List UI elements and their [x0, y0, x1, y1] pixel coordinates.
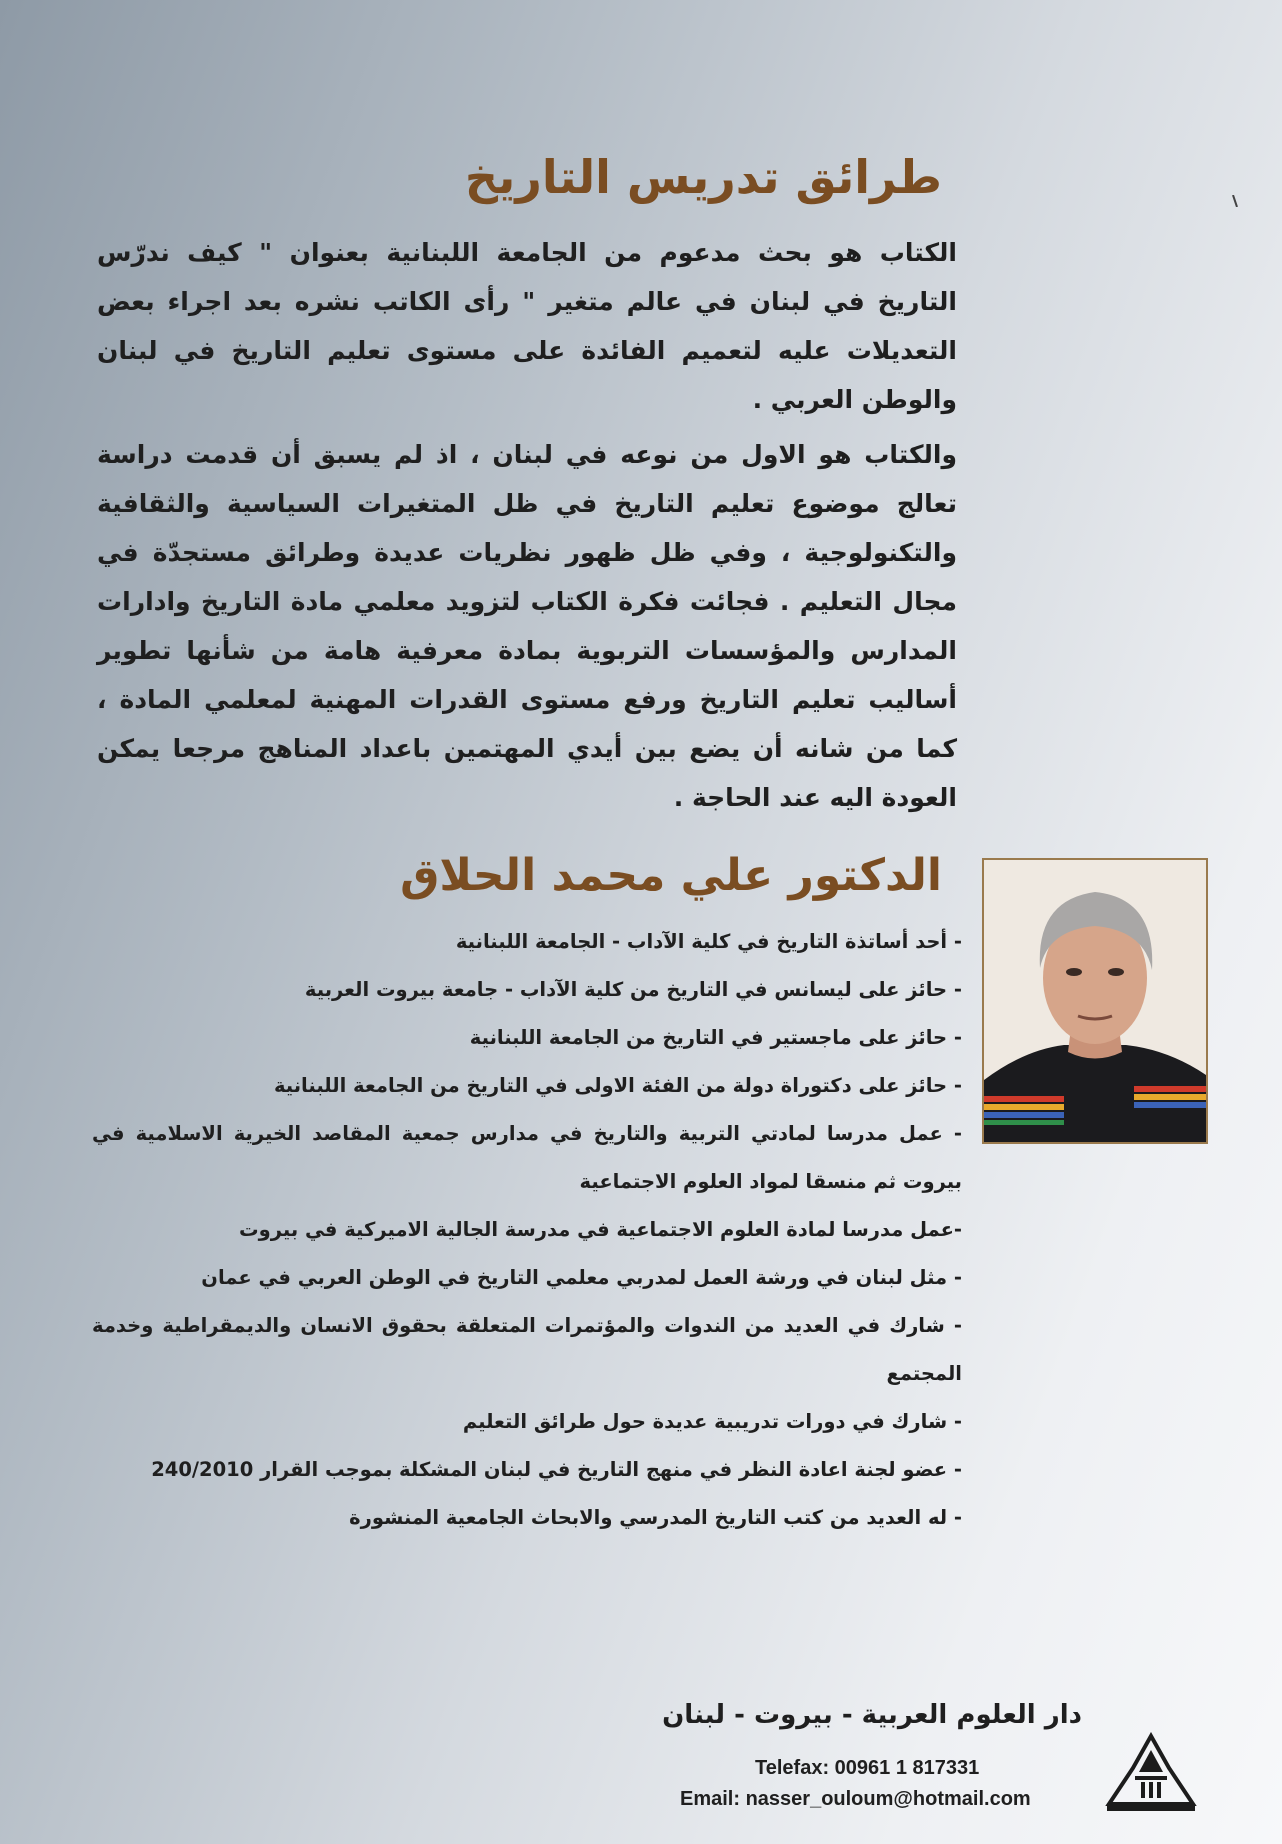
- publisher-telefax: Telefax: 00961 1 817331: [755, 1757, 980, 1779]
- bio-item: - حائز على ليسانس في التاريخ من كلية الآداب - جامعة بيروت العربية: [304, 978, 962, 1001]
- bio-item: - مثل لبنان في ورشة العمل لمدربي معلمي التاريخ في الوطن العربي في عمان: [201, 1266, 962, 1289]
- author-portrait-image: [984, 860, 1206, 1142]
- bio-item: - حائز على دكتوراة دولة من الفئة الاولى في التاريخ من الجامعة اللبنانية: [273, 1074, 962, 1097]
- bio-item: - له العديد من كتب التاريخ المدرسي والابحاث الجامعية المنشورة: [349, 1506, 962, 1529]
- author-photo: [982, 858, 1208, 1144]
- scratch-mark: [1232, 195, 1238, 207]
- bio-item: -عمل مدرسا لمادة العلوم الاجتماعية في مدرسة الجالية الاميركية في بيروت: [239, 1218, 962, 1241]
- publisher-name: دار العلوم العربية - بيروت - لبنان: [662, 1700, 1082, 1730]
- bio-item: - أحد أساتذة التاريخ في كلية الآداب - الجامعة اللبنانية: [455, 930, 962, 953]
- author-name: الدكتور علي محمد الحلاق: [400, 850, 942, 901]
- book-description: [97, 228, 957, 828]
- publisher-logo-icon: [1105, 1732, 1197, 1812]
- bio-item: - شارك في دورات تدريبية عديدة حول طرائق التعليم: [462, 1410, 962, 1433]
- book-title: طرائق تدريس التاريخ: [464, 150, 942, 204]
- author-bio-list: [92, 918, 962, 1542]
- bio-item: - عمل مدرسا لمادتي التربية والتاريخ في مدارس جمعية المقاصد الخيرية الاسلامية في بيروت ثم منسقا لمواد العلوم الاجتماعية: [92, 1122, 962, 1193]
- bio-item: - عضو لجنة اعادة النظر في منهج التاريخ في لبنان المشكلة بموجب القرار 240/2010: [151, 1458, 962, 1481]
- publisher-email: Email: nasser_ouloum@hotmail.com: [680, 1788, 1031, 1810]
- description-paragraph: الكتاب هو بحث مدعوم من الجامعة اللبنانية بعنوان " كيف ندرّس التاريخ في لبنان في عالم متغير " رأى الكاتب نشره بعد اجراء بعض التعديلات عليه لتعميم الفائدة على مستوى تعليم التاريخ في لبنان والوطن العربي .: [97, 238, 957, 414]
- bio-item: - شارك في العديد من الندوات والمؤتمرات المتعلقة بحقوق الانسان والديمقراطية وخدمة المجتمع: [92, 1314, 962, 1385]
- bio-item: - حائز على ماجستير في التاريخ من الجامعة اللبنانية: [469, 1026, 962, 1049]
- description-paragraph: والكتاب هو الاول من نوعه في لبنان ، اذ لم يسبق أن قدمت دراسة تعالج موضوع تعليم التاريخ في ظل المتغيرات السياسية والثقافية والتكنولوجية ، وفي ظل ظهور نظريات عديدة وطرائق مستجدّة في مجال التعليم . فجائت فكرة الكتاب لتزويد معلمي مادة التاريخ وادارات المدارس والمؤسسات التربوية بمادة معرفية هامة من شأنها تطوير أساليب تعليم التاريخ ورفع مستوى القدرات المهنية لمعلمي المادة ، كما من شانه أن يضع بين أيدي المهتمين باعداد المناهج مرجعا يمكن العودة اليه عند الحاجة .: [97, 440, 957, 812]
